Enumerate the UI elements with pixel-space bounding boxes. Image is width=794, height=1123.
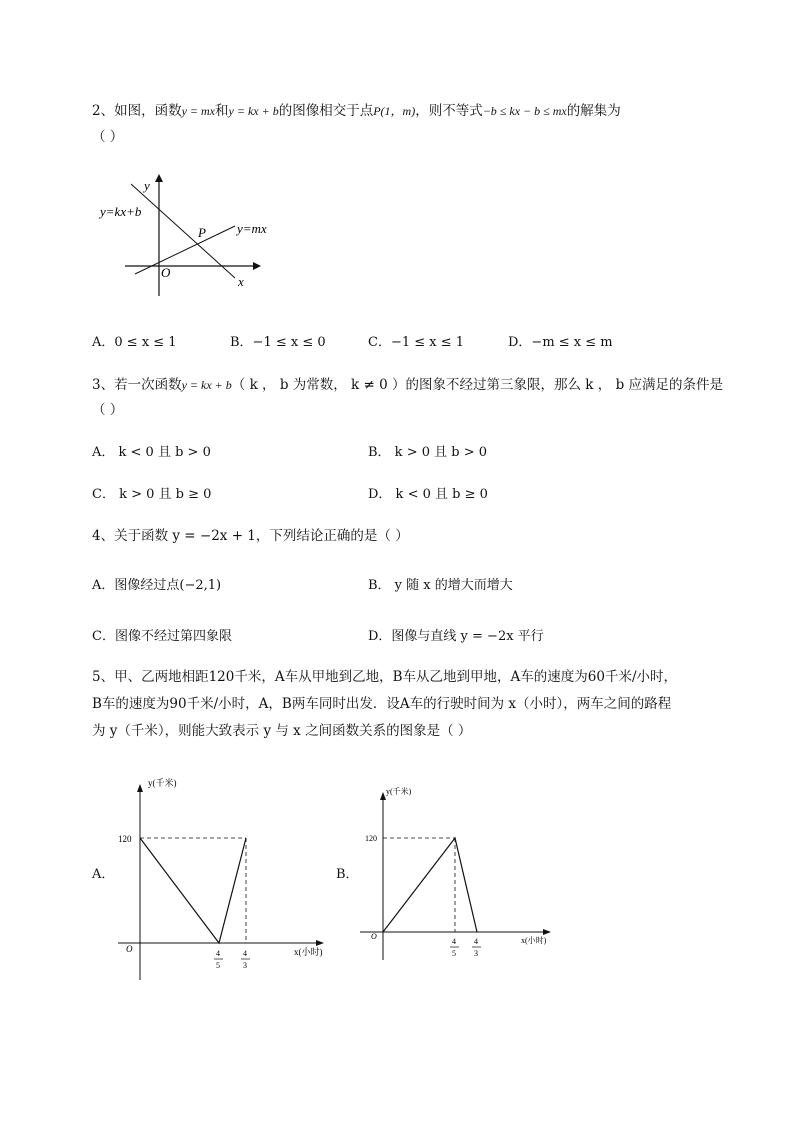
q3-option-d[interactable]: D． k < 0 且 b ≥ 0: [368, 487, 488, 502]
q4-stem: 4、关于函数 y = −2x + 1，下列结论正确的是（ ）: [92, 528, 409, 544]
q2-label-line-kxb: y=kx+b: [100, 204, 142, 219]
q5a-y-arrow-icon: [137, 784, 143, 792]
q2-option-c[interactable]: C．−1 ≤ x ≤ 1: [368, 335, 465, 350]
q2-label-origin: O: [161, 265, 171, 280]
q5a-t2-den: 3: [243, 961, 247, 970]
q4-option-b[interactable]: B． y 随 x 的增大而增大: [368, 578, 513, 593]
q4-option-a[interactable]: A．图像经过点(−2,1): [92, 578, 222, 593]
q5b-t2-num: 4: [474, 937, 478, 946]
q5-graph-a: [110, 772, 335, 987]
q5b-t1-num: 4: [452, 937, 456, 946]
q2-and: 和: [215, 103, 229, 119]
q5a-x-label: x(小时): [294, 947, 323, 957]
q3-option-b[interactable]: B． k > 0 且 b > 0: [368, 445, 488, 460]
q5b-t2-den: 3: [474, 949, 478, 958]
q3-stem-line1: [92, 373, 723, 393]
q3-stem-pre: 3、若一次函数: [92, 377, 182, 393]
q4-option-d[interactable]: D．图像与直线 y = −2x 平行: [368, 629, 544, 644]
q2-label-y: y: [144, 178, 150, 193]
q5b-t1-den: 5: [452, 949, 456, 958]
q3-stem-post: （ k ， b 为常数， k ≠ 0 ）的图象不经过第三象限，那么 k ， b 应满足的条件是: [231, 377, 724, 393]
q5-stem-line3: 为 y（千米），则能大致表示 y 与 x 之间函数关系的图象是（ ）: [92, 723, 472, 739]
q2-label-x: x: [238, 274, 244, 289]
q5-stem-line2: B车的速度为90千米/小时，A，B两车同时出发．设A车的行驶时间为 x（小时），两车之间的路程: [92, 696, 672, 712]
q5-graph-b: [355, 782, 560, 967]
q3-option-c[interactable]: C． k > 0 且 b ≥ 0: [92, 487, 212, 502]
q5b-origin: O: [371, 932, 377, 941]
q5a-t2-num: 4: [243, 949, 247, 958]
q5-option-b-label[interactable]: B．: [336, 867, 359, 882]
q5a-y-label: y(千米): [148, 778, 177, 788]
q5b-y-label: y(千米): [386, 787, 412, 796]
q2-func-kxb: y = kx + b: [228, 104, 279, 118]
q2-answer-paren: （ ）: [92, 129, 124, 145]
q5a-y-tick: 120: [118, 834, 132, 844]
q3-func: y = kx + b: [181, 378, 232, 392]
q2-figure: [95, 170, 280, 300]
q5a-t1-num: 4: [216, 949, 220, 958]
q2-stem-mid2: ，则不等式: [415, 103, 483, 119]
q2-stem-post: 的解集为: [566, 103, 621, 119]
q2-x-arrow-icon: [253, 262, 261, 270]
q5b-x-label: x(小时): [521, 936, 547, 945]
q2-option-a[interactable]: A．0 ≤ x ≤ 1: [92, 335, 177, 350]
q5b-x-arrow-icon: [543, 929, 551, 935]
q2-inequality: −b ≤ kx − b ≤ mx: [482, 104, 567, 118]
q2-option-d[interactable]: D．−m ≤ x ≤ m: [508, 335, 613, 350]
q5b-graph-line: [383, 838, 477, 932]
q5a-x-arrow-icon: [316, 940, 324, 946]
q3-option-a[interactable]: A． k < 0 且 b > 0: [92, 445, 211, 460]
q2-stem-mid: 的图像相交于点: [278, 103, 374, 119]
q5-stem-line1: 5、甲、乙两地相距120千米，A车从甲地到乙地，B车从乙地到甲地，A车的速度为60千米/小时，: [92, 669, 678, 685]
q3-answer-paren: （ ）: [92, 402, 124, 418]
q5a-graph-line: [140, 838, 246, 943]
q4-option-c[interactable]: C．图像不经过第四象限: [92, 629, 232, 644]
q2-func-mx: y = mx: [181, 104, 216, 118]
q2-y-arrow-icon: [155, 174, 163, 182]
q5b-y-tick: 120: [365, 834, 377, 843]
q2-stem-line1: [92, 99, 621, 119]
q2-option-b[interactable]: B．−1 ≤ x ≤ 0: [230, 335, 326, 350]
q5a-t1-den: 5: [216, 961, 220, 970]
q2-label-p: P: [198, 225, 206, 240]
q5-option-a-label[interactable]: A．: [92, 867, 115, 882]
q2-point: P(1，m): [373, 104, 416, 118]
q5a-origin: O: [126, 944, 133, 954]
q2-label-line-mx: y=mx: [237, 221, 267, 236]
q2-stem-pre: 2、如图，函数: [92, 103, 182, 119]
q2-line-kxb: [131, 184, 235, 278]
